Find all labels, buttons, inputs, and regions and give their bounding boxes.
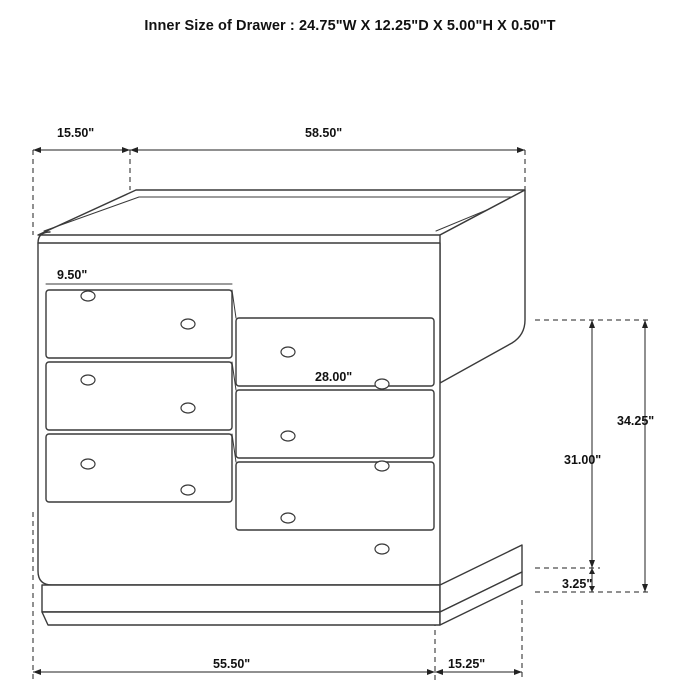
arrow-3425-bottom [642, 584, 648, 592]
label-drawer-width: 28.00" [315, 370, 353, 384]
drawer-front-right-3[interactable] [236, 462, 434, 530]
label-base-height: 3.25" [562, 577, 593, 591]
handle-left-2-a[interactable] [81, 375, 95, 385]
handle-right-1-a[interactable] [281, 347, 295, 357]
handle-right-3-a[interactable] [281, 513, 295, 523]
page-title: Inner Size of Drawer : 24.75"W X 12.25"D X 5.00"H X 0.50"T [144, 18, 556, 34]
dresser-base-foot [42, 612, 440, 625]
arrow-top-left [33, 147, 41, 153]
handle-left-1-a[interactable] [81, 291, 95, 301]
drawer-front-left-1[interactable] [46, 290, 232, 358]
handle-right-2-a[interactable] [281, 431, 295, 441]
label-drawer-height: 9.50" [57, 268, 88, 282]
drawer-front-right-2[interactable] [236, 390, 434, 458]
drawer-front-left-3[interactable] [46, 434, 232, 502]
handle-left-2-b[interactable] [181, 403, 195, 413]
label-width-top: 58.50" [305, 126, 343, 140]
dresser-base [42, 585, 440, 612]
arrow-bottom-mid-right [435, 669, 443, 675]
handle-left-3-a[interactable] [81, 459, 95, 469]
arrow-top-right [517, 147, 525, 153]
label-cabinet-height: 31.00" [564, 453, 602, 467]
handle-left-3-b[interactable] [181, 485, 195, 495]
handle-left-1-b[interactable] [181, 319, 195, 329]
drawer-front-left-2[interactable] [46, 362, 232, 430]
handle-right-3-b[interactable] [375, 544, 389, 554]
arrow-3100-bottom [589, 560, 595, 568]
arrow-bottom-left [33, 669, 41, 675]
handle-right-1-b[interactable] [375, 379, 389, 389]
arrow-top-mid-left [122, 147, 130, 153]
arrow-top-mid-right [130, 147, 138, 153]
label-total-height: 34.25" [617, 414, 655, 428]
arrow-bottom-mid-left [427, 669, 435, 675]
handle-right-2-b[interactable] [375, 461, 389, 471]
label-depth-top: 15.50" [57, 126, 95, 140]
label-base-width: 55.50" [213, 657, 251, 671]
arrow-325-top [589, 568, 595, 574]
label-base-depth: 15.25" [448, 657, 486, 671]
arrow-3425-top [642, 320, 648, 328]
arrow-bottom-right [514, 669, 522, 675]
arrow-3100-top [589, 320, 595, 328]
dresser-body [38, 190, 525, 625]
